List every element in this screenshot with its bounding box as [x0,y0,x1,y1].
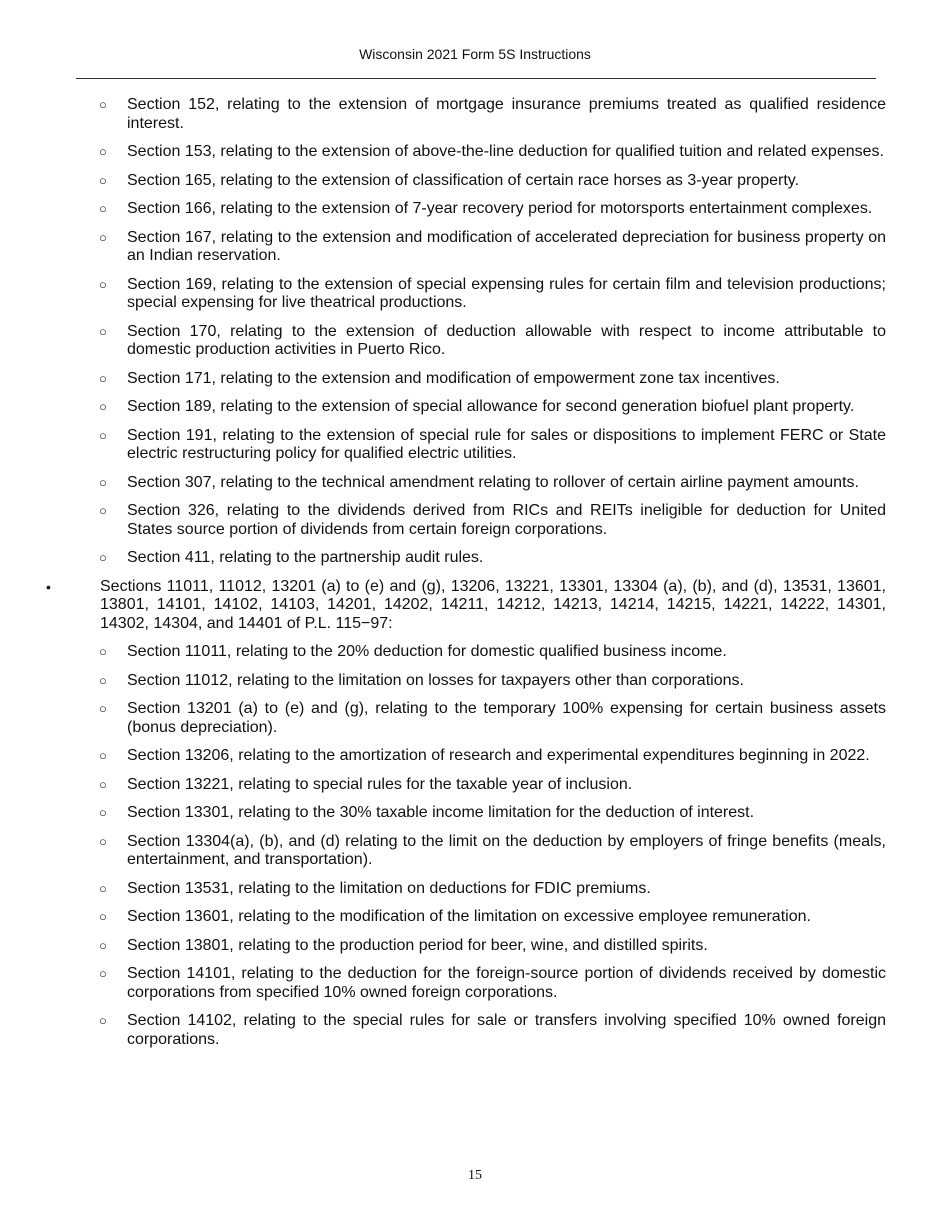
bullet-marker: • [46,578,51,595]
circle-bullet-icon: ○ [99,399,107,414]
list-item [99,171,886,191]
list-item-text: Section 13301, relating to the 30% taxable income limitation for the deduction of interest. [127,804,755,821]
list-item-text: Section 11012, relating to the limitation on losses for taxpayers other than corporations. [127,671,744,689]
page-number: 15 [468,1168,482,1183]
list-item [99,502,886,539]
header-divider [76,78,876,79]
list-item [99,804,886,823]
list-item [99,426,886,464]
list-item-text: Section 13531, relating to the limitation on deductions for FDIC premiums. [127,879,651,897]
circle-bullet-icon: ○ [99,776,107,792]
list-item [99,700,886,737]
circle-bullet-icon: ○ [99,201,107,216]
circle-bullet-icon: ○ [99,672,107,688]
circle-bullet-icon: ○ [99,276,107,292]
list-item-text: Section 411, relating to the partnership audit rules. [127,549,484,566]
list-item [99,473,886,493]
list-item-text: Section 166, relating to the extension of 7-year recovery period for motorsports entertainment complexes. [127,200,873,217]
main-bullet-item [46,577,886,634]
list-item [99,879,886,899]
circle-bullet-icon: ○ [99,229,107,245]
list-item-text: Section 13801, relating to the production period for beer, wine, and distilled spirits. [127,936,708,954]
list-item-text: Section 14102, relating to the special rules for sale or transfers involving specified 10% owned foreign corporations. [127,1012,886,1048]
page-header: Wisconsin 2021 Form 5S Instructions [359,46,591,62]
circle-bullet-icon: ○ [99,474,107,490]
list-item-text: Section 169, relating to the extension of special expensing rules for certain film and television productions; special expensing for live theatrical productions. [127,275,886,311]
circle-bullet-icon: ○ [99,701,107,716]
circle-bullet-icon: ○ [99,503,107,518]
list-item [99,832,886,870]
list-item [99,96,886,133]
list-item-text: Section 13304(a), (b), and (d) relating to the limit on the deduction by employers of fringe benefits (meals, entertainment, and transportation). [127,832,886,868]
list-item-text: Section 189, relating to the extension of special allowance for second generation biofuel plant property. [127,398,855,415]
circle-bullet-icon: ○ [99,748,107,763]
list-item-text: Section 170, relating to the extension of deduction allowable with respect to income attributable to domestic production activities in Puerto Rico. [127,322,886,358]
list-item-text: Section 152, relating to the extension of mortgage insurance premiums treated as qualified residence interest. [127,96,886,132]
circle-bullet-icon: ○ [99,144,107,159]
circle-bullet-icon: ○ [99,550,107,565]
list-item-text: Section 13201 (a) to (e) and (g), relating to the temporary 100% expensing for certain business assets (bonus depreciation). [127,700,886,736]
circle-bullet-icon: ○ [99,909,107,924]
circle-bullet-icon: ○ [99,644,107,659]
list-item [99,643,886,662]
sub-list-b [0,643,950,1049]
list-item [99,200,886,219]
list-item-text: Section 191, relating to the extension of special rule for sales or dispositions to implement FERC or State electric restructuring policy for qualified electric utilities. [127,426,886,462]
list-item-text: Section 307, relating to the technical amendment relating to rollover of certain airline payment amounts. [127,473,859,491]
circle-bullet-icon: ○ [99,880,107,896]
list-item-text: Section 326, relating to the dividends derived from RICs and REITs ineligible for deduction for United States source portion of dividends from certain foreign corporations. [127,502,886,538]
list-item [99,965,886,1002]
list-item [99,549,886,568]
list-item-text: Section 13221, relating to special rules for the taxable year of inclusion. [127,775,633,793]
list-item [99,143,886,162]
list-item-text: Section 14101, relating to the deduction for the foreign-source portion of dividends received by domestic corporations from specified 10% owned foreign corporations. [127,965,886,1001]
list-item [99,671,886,691]
list-item-text: Section 13601, relating to the modification of the limitation on excessive employee remuneration. [127,908,811,925]
circle-bullet-icon: ○ [99,172,107,188]
list-item [99,228,886,266]
circle-bullet-icon: ○ [99,833,107,849]
list-item [99,936,886,956]
list-item [99,369,886,389]
list-item [99,275,886,313]
circle-bullet-icon: ○ [99,370,107,386]
circle-bullet-icon: ○ [99,805,107,820]
list-item-text: Section 11011, relating to the 20% deduction for domestic qualified business income. [127,643,727,660]
circle-bullet-icon: ○ [99,97,107,112]
list-item-text: Section 171, relating to the extension and modification of empowerment zone tax incentives. [127,369,780,387]
list-item [99,908,886,927]
list-item-text: Section 167, relating to the extension and modification of accelerated depreciation for business property on an Indian reservation. [127,228,886,264]
list-item [99,398,886,417]
circle-bullet-icon: ○ [99,937,107,953]
list-item-text: Section 13206, relating to the amortization of research and experimental expenditures beginning in 2022. [127,747,870,764]
list-item-text: Section 153, relating to the extension of above-the-line deduction for qualified tuition and related expenses. [127,143,884,160]
main-bullet-text: Sections 11011, 11012, 13201 (a) to (e) and (g), 13206, 13221, 13301, 13304 (a), (b), and (d), 13531, 13601, 13801, 14101, 14102, 14103, 14201, 14202, 14211, 14212, 14213, 14214, 14215, 14221, 14222, 14301, 14302, 14304, and 14401 of P.L. 115−97: [100,577,886,632]
list-item-text: Section 165, relating to the extension of classification of certain race horses as 3-year property. [127,171,800,189]
list-item [99,322,886,360]
circle-bullet-icon: ○ [99,966,107,981]
list-item [99,775,886,795]
circle-bullet-icon: ○ [99,1013,107,1028]
circle-bullet-icon: ○ [99,323,107,339]
circle-bullet-icon: ○ [99,427,107,443]
document-body [0,96,950,1059]
sub-list-a [0,96,950,568]
list-item [99,747,886,766]
list-item [99,1012,886,1049]
